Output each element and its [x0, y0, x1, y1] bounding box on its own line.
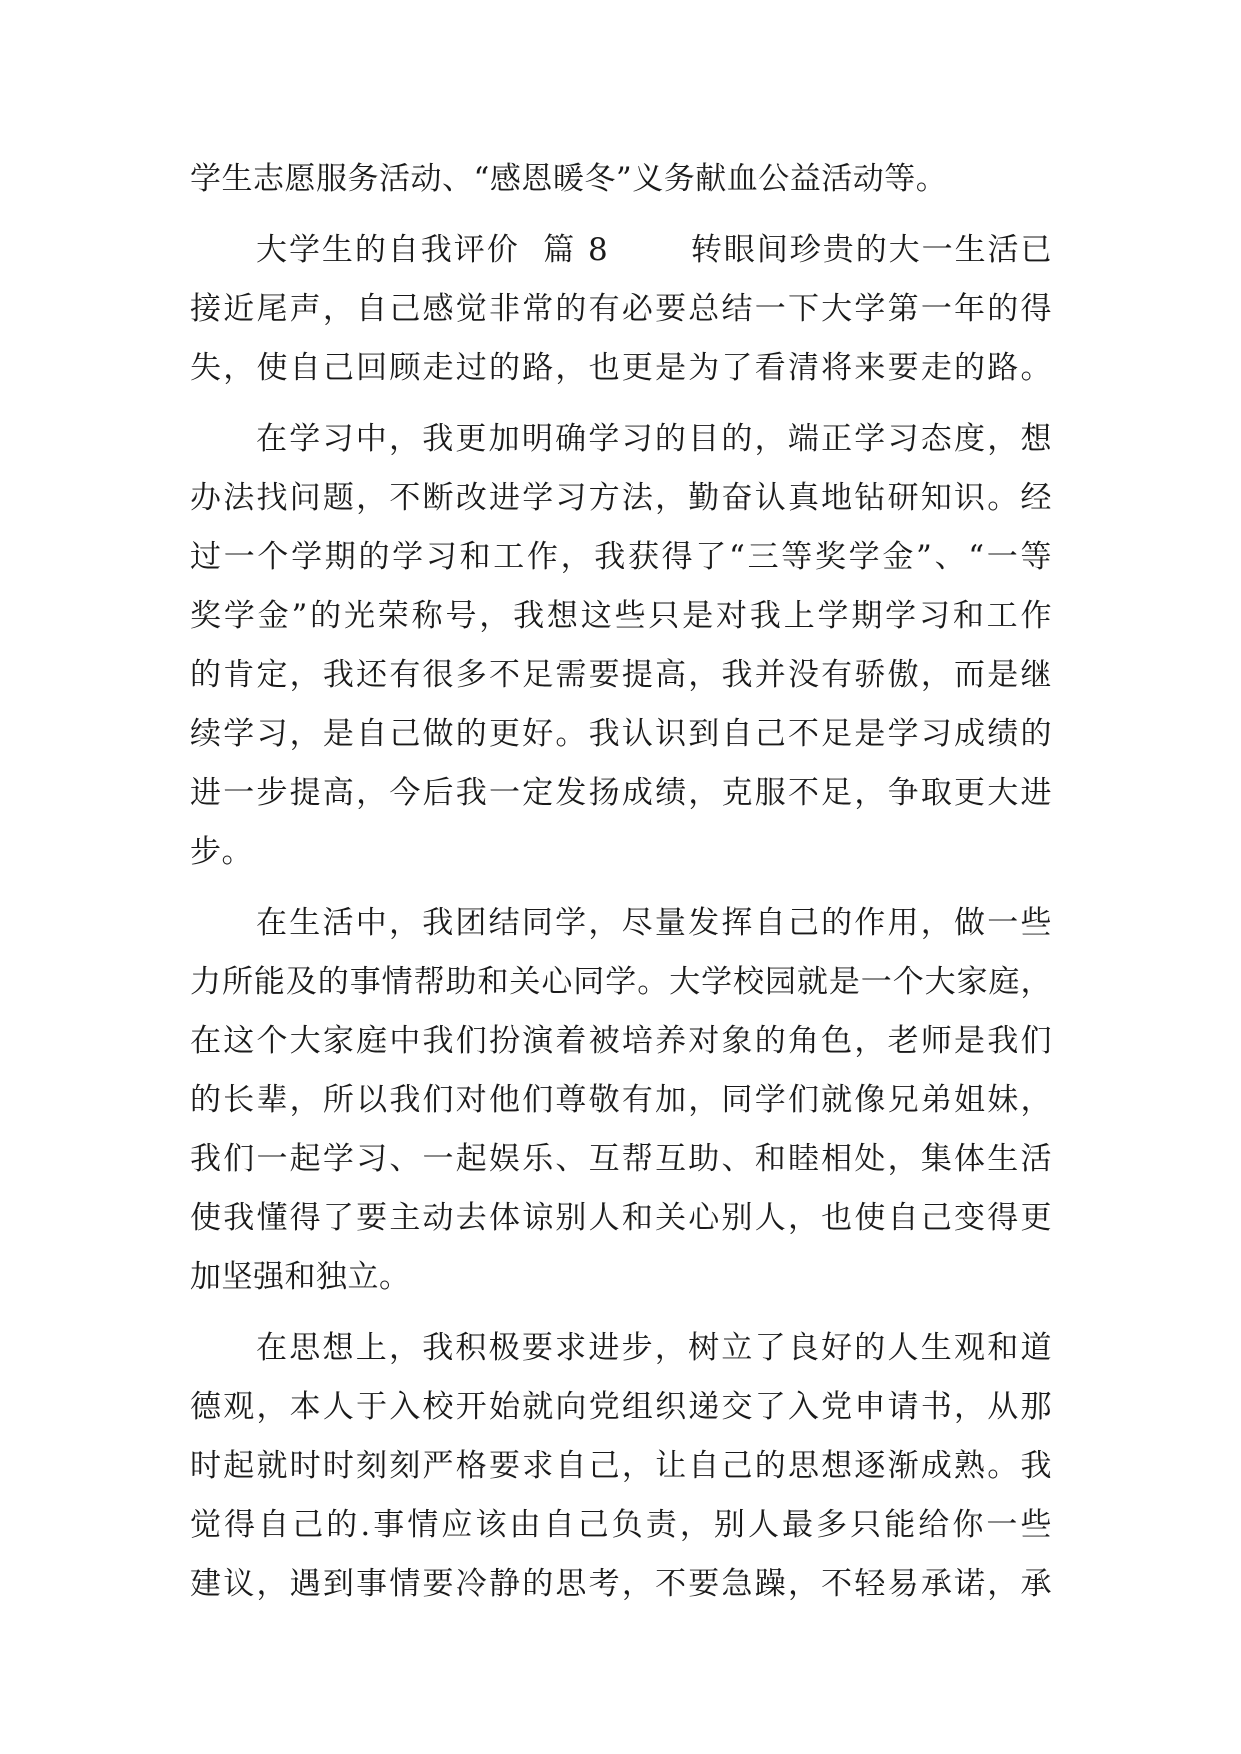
paragraph-4: [190, 894, 1052, 1307]
paragraph-1: [190, 150, 1052, 209]
text-line: 力所能及的事情帮助和关心同学。大学校园就是一个大家庭，: [190, 964, 1052, 1000]
paragraph-2: [190, 221, 1052, 398]
text-line: 使我懂得了要主动去体谅别人和关心别人，也使自己变得更: [190, 1200, 1052, 1236]
text-line: 失，使自己回顾走过的路，也更是为了看清将来要走的路。: [190, 350, 1052, 386]
text-line: 学生志愿服务活动、“感恩暖冬”义务献血公益活动等。: [190, 161, 948, 197]
document-body: [190, 150, 1052, 1614]
text-line: 接近尾声，自己感觉非常的有必要总结一下大学第一年的得: [190, 291, 1052, 327]
text-line: 奖学金”的光荣称号，我想这些只是对我上学期学习和工作: [190, 598, 1052, 634]
text-line: 办法找问题，不断改进学习方法，勤奋认真地钻研知识。经: [190, 480, 1052, 516]
text-line: 觉得自己的.事情应该由自己负责，别人最多只能给你一些: [190, 1507, 1052, 1543]
text-line: 时起就时时刻刻严格要求自己，让自己的思想逐渐成熟。我: [190, 1448, 1052, 1484]
text-line: 步。: [190, 834, 253, 870]
text-line: 在这个大家庭中我们扮演着被培养对象的角色，老师是我们: [190, 1023, 1052, 1059]
paragraph-3: [190, 410, 1052, 882]
text-line: 建议，遇到事情要冷静的思考，不要急躁，不轻易承诺，承: [190, 1566, 1052, 1602]
text-line: 在思想上，我积极要求进步，树立了良好的人生观和道: [256, 1330, 1052, 1366]
text-line: 的长辈，所以我们对他们尊敬有加，同学们就像兄弟姐妹，: [190, 1082, 1052, 1118]
text-line: 的肯定，我还有很多不足需要提高，我并没有骄傲，而是继: [190, 657, 1052, 693]
text-line: 德观，本人于入校开始就向党组织递交了入党申请书，从那: [190, 1389, 1052, 1425]
paragraph-5: [190, 1319, 1052, 1614]
text-line: 进一步提高，今后我一定发扬成绩，克服不足，争取更大进: [190, 775, 1052, 811]
text-line: 我们一起学习、一起娱乐、互帮互助、和睦相处，集体生活: [190, 1141, 1052, 1177]
text-line: 在学习中，我更加明确学习的目的，端正学习态度，想: [256, 421, 1052, 457]
text-line: 在生活中，我团结同学，尽量发挥自己的作用，做一些: [256, 905, 1052, 941]
text-line: 续学习，是自己做的更好。我认识到自己不足是学习成绩的: [190, 716, 1052, 752]
text-line: 过一个学期的学习和工作，我获得了“三等奖学金”、“一等: [190, 539, 1052, 575]
text-line: 大学生的自我评价 篇 8 转眼间珍贵的大一生活已: [256, 232, 1052, 268]
text-line: 加坚强和独立。: [190, 1259, 411, 1295]
